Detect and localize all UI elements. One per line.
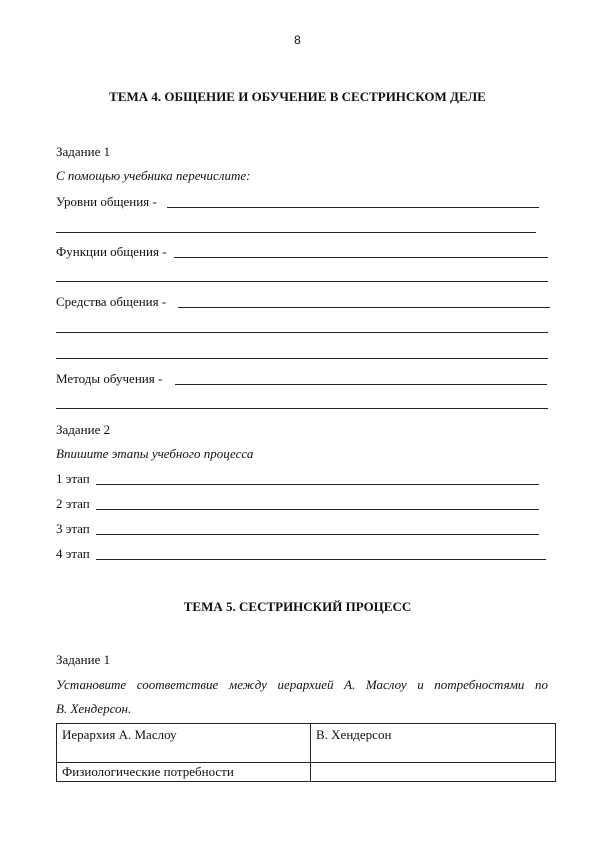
- topic5-task1-instruction-line1: Установите соответствие между иерархией А. Маслоу и потребностями по: [56, 677, 548, 692]
- means-answer-line[interactable]: [178, 307, 550, 308]
- topic4-title: ТЕМА 4. ОБЩЕНИЕ И ОБУЧЕНИЕ В СЕСТРИНСКОМ ДЕЛЕ: [109, 89, 486, 104]
- stage-4-answer-line[interactable]: [96, 559, 546, 560]
- functions-answer-line[interactable]: [174, 257, 548, 258]
- stage-1-answer-line[interactable]: [96, 484, 539, 485]
- page-number: 8: [294, 33, 301, 47]
- means-answer-line-3[interactable]: [56, 358, 548, 359]
- means-answer-line-2[interactable]: [56, 332, 548, 333]
- stage-2-answer-line[interactable]: [96, 509, 539, 510]
- stage-2-label: 2 этап: [56, 496, 90, 511]
- stage-1-label: 1 этап: [56, 471, 90, 486]
- means-label: Средства общения -: [56, 294, 167, 309]
- methods-answer-line[interactable]: [175, 384, 547, 385]
- stage-3-answer-line[interactable]: [96, 534, 539, 535]
- maslow-henderson-table: [56, 723, 556, 782]
- levels-answer-line[interactable]: [167, 207, 539, 208]
- functions-label: Функции общения -: [56, 244, 167, 259]
- topic4-task1-label: Задание 1: [56, 144, 111, 159]
- topic4-task2-instruction: Впишите этапы учебного процесса: [56, 446, 254, 461]
- functions-answer-line-2[interactable]: [56, 281, 548, 282]
- table-cell-henderson-answer[interactable]: [311, 763, 556, 782]
- table-header-row: [57, 724, 556, 763]
- methods-label: Методы обучения -: [56, 371, 163, 386]
- topic5-task1-instruction-line2: В. Хендерсон.: [56, 701, 132, 716]
- table-cell-maslow: Физиологические потребности: [57, 763, 311, 782]
- stage-3-label: 3 этап: [56, 521, 90, 536]
- table-header-henderson: В. Хендерсон: [311, 724, 556, 763]
- stage-4-label: 4 этап: [56, 546, 90, 561]
- topic4-task2-label: Задание 2: [56, 422, 111, 437]
- topic5-title: ТЕМА 5. СЕСТРИНСКИЙ ПРОЦЕСС: [183, 599, 412, 614]
- methods-answer-line-2[interactable]: [56, 408, 548, 409]
- table-header-maslow: Иерархия А. Маслоу: [57, 724, 311, 763]
- table-row: [57, 763, 556, 782]
- topic4-task1-instruction: С помощью учебника перечислите:: [56, 168, 251, 183]
- levels-answer-line-2[interactable]: [56, 232, 536, 233]
- topic5-task1-label: Задание 1: [56, 652, 111, 667]
- levels-label: Уровни общения -: [56, 194, 157, 209]
